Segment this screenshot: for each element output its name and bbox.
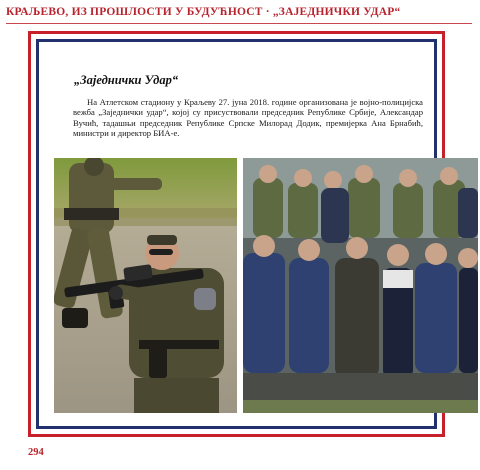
article-title: „Заједнички Удар“ bbox=[74, 73, 179, 87]
page-number: 294 bbox=[28, 447, 44, 458]
officials-on-stand-photo bbox=[243, 158, 478, 413]
running-header: КРАЉЕВО, ИЗ ПРОШЛОСТИ У БУДУЋНОСТ · „ЗАЈЕДНИЧКИ УДАР“ bbox=[6, 6, 401, 18]
article-body: На Атлетском стадиону у Краљеву 27. јуна 2018. године организована је војно-полицијска вежба „Заједнички удар“, којој су присуствовали председник Републике Србије, Александар Вучић, тадашњи председник Републике Српске Милорад Додик, премијерка Ана Брнабић, министри и директор БИА-е. bbox=[73, 97, 423, 139]
header-rule bbox=[6, 23, 472, 24]
photo-officials bbox=[243, 158, 478, 413]
photo-soldier bbox=[54, 158, 237, 413]
soldier-aiming-rifle-photo bbox=[54, 158, 237, 413]
